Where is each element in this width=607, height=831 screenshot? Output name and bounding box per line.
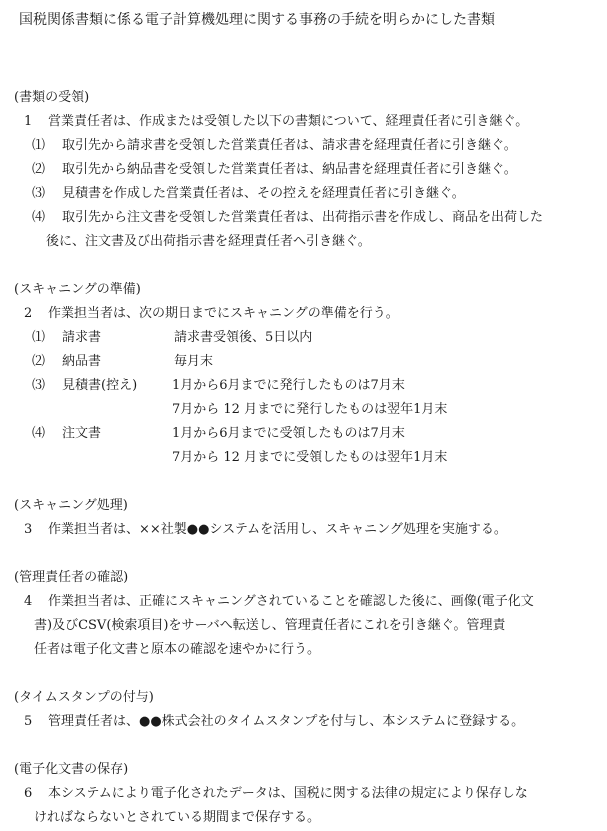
item-text: 取引先から納品書を受領した営業責任者は、納品書を経理責任者に引き継ぐ。 (62, 162, 517, 177)
section-text: 作業担当者は、正確にスキャニングされていることを確認した後に、画像(電子化文 (48, 594, 534, 609)
section-heading-timestamp: (タイムスタンプの付与) (14, 690, 154, 705)
section-number: 5 (24, 714, 33, 729)
section-text-continued: 書)及びCSV(検索項目)をサーバへ転送し、管理責任者にこれを引き継ぐ。管理責 (34, 618, 506, 633)
section-number: 4 (24, 594, 33, 609)
item-number: ⑶ (32, 186, 46, 201)
item-deadline: 毎月末 (174, 354, 214, 369)
item-number: ⑴ (32, 330, 46, 345)
section-text: 作業担当者は、次の期日までにスキャニングの準備を行う。 (48, 306, 399, 321)
section-number: 1 (24, 114, 33, 129)
item-deadline: 1月から6月までに受領したものは7月末 (172, 426, 405, 441)
section-text: 本システムにより電子化されたデータは、国税に関する法律の規定により保存しな (48, 786, 528, 801)
item-text: 見積書を作成した営業責任者は、その控えを経理責任者に引き継ぐ。 (62, 186, 465, 201)
item-deadline-continued: 7月から 12 月までに発行したものは翌年1月末 (172, 402, 448, 417)
item-text-continued: 後に、注文書及び出荷指示書を経理責任者へ引き継ぐ。 (46, 234, 371, 249)
section-heading-scanning-process: (スキャニング処理) (14, 498, 128, 513)
section-text: 管理責任者は、●●株式会社のタイムスタンプを付与し、本システムに登録する。 (48, 714, 525, 729)
section-text: 営業責任者は、作成または受領した以下の書類について、経理責任者に引き継ぐ。 (48, 114, 529, 129)
item-number: ⑶ (32, 378, 46, 393)
section-heading-storage: (電子化文書の保存) (14, 762, 129, 777)
item-deadline: 請求書受領後、5日以内 (174, 330, 313, 345)
item-deadline: 1月から6月までに発行したものは7月末 (172, 378, 405, 393)
item-deadline-continued: 7月から 12 月までに受領したものは翌年1月末 (172, 450, 448, 465)
section-heading-receipt: (書類の受領) (14, 90, 90, 105)
item-label: 請求書 (62, 330, 102, 345)
section-number: 3 (24, 522, 33, 537)
item-number: ⑷ (32, 426, 46, 441)
item-label: 注文書 (62, 426, 102, 441)
item-number: ⑴ (32, 138, 46, 153)
section-heading-manager-check: (管理責任者の確認) (14, 570, 129, 585)
section-heading-scanning-prep: (スキャニングの準備) (14, 282, 141, 297)
section-number: 6 (24, 786, 33, 801)
item-number: ⑵ (32, 354, 46, 369)
item-text: 取引先から注文書を受領した営業責任者は、出荷指示書を作成し、商品を出荷した (62, 210, 544, 225)
item-label: 見積書(控え) (62, 378, 138, 393)
section-number: 2 (24, 306, 33, 321)
item-label: 納品書 (62, 354, 102, 369)
item-text: 取引先から請求書を受領した営業責任者は、請求書を経理責任者に引き継ぐ。 (62, 138, 517, 153)
item-number: ⑵ (32, 162, 46, 177)
section-text: 作業担当者は、××社製●●システムを活用し、スキャニング処理を実施する。 (48, 522, 507, 537)
document-title: 国税関係書類に係る電子計算機処理に関する事務の手続を明らかにした書類 (19, 12, 495, 28)
item-number: ⑷ (32, 210, 46, 225)
section-text-continued: 任者は電子化文書と原本の確認を速やかに行う。 (34, 642, 321, 657)
section-text-continued: ければならないとされている期間まで保存する。 (34, 810, 321, 825)
